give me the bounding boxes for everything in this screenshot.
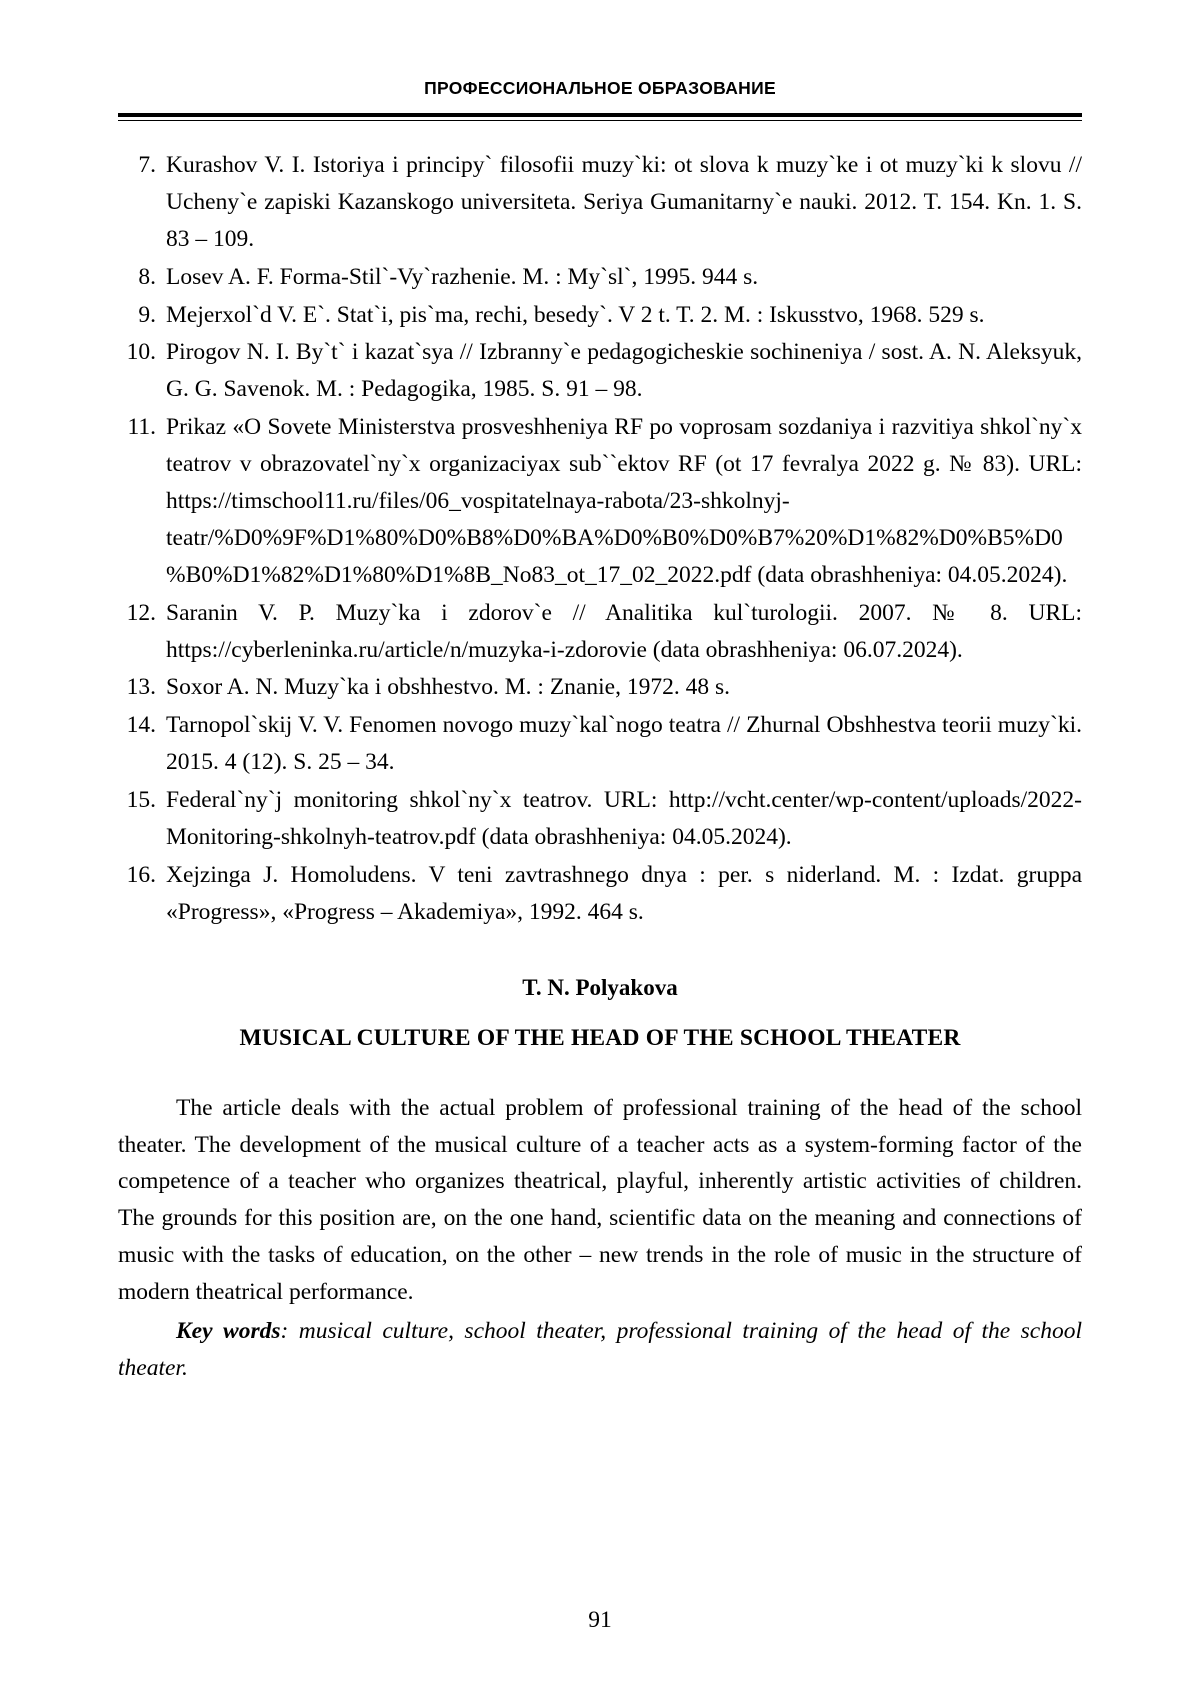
reference-number: 8. [138, 263, 156, 290]
reference-number: 10. [126, 339, 156, 366]
reference-text: Mejerxol`d V. E`. Stat`i, pis`ma, rechi, besedy`. V 2 t. T. 2. M. : Iskusstvo, 1968. 529 s. [166, 301, 985, 328]
reference-text: Soxor A. N. Muzy`ka i obshhestvo. M. : Znanie, 1972. 48 s. [166, 674, 730, 701]
keywords-text: : musical culture, school theater, professional training of the head of the school theater. [118, 1318, 1083, 1381]
article-author: T. N. Polyakova [522, 974, 678, 1000]
article-keywords [118, 1313, 1082, 1387]
reference-text: Losev A. F. Forma-Stil`-Vy`razhenie. M. : My`sl`, 1995. 944 s. [166, 263, 759, 290]
reference-list [118, 147, 1082, 931]
reference-text: Xejzinga J. Homoludens. V teni zavtrashnego dnya : per. s niderland. M. : Izdat. gruppa «Progress», «Progress – Akademiya», 1992. 464 s. [166, 861, 1082, 925]
list-item [118, 259, 1082, 296]
keywords-label: Key words [176, 1318, 281, 1345]
page-title: MUSICAL CULTURE OF THE HEAD OF THE SCHOOL THEATER [239, 1024, 961, 1051]
reference-text: Kurashov V. I. Istoriya i principy` filosofii muzy`ki: ot slova k muzy`ke i ot muzy`ki k slovu // Ucheny`e zapiski Kazanskogo universiteta. Seriya Gumanitarny`e nauki. 2012. T. 154. Kn. 1. S. 83 – 109. [166, 152, 1082, 252]
reference-number: 15. [126, 787, 156, 814]
reference-number: 14. [126, 712, 156, 739]
reference-text: Pirogov N. I. By`t` i kazat`sya // Izbranny`e pedagogicheskie sochineniya / sost. A. N. Aleksyuk, G. G. Savenok. M. : Pedagogika, 1985. S. 91 – 98. [166, 339, 1082, 403]
list-item [118, 147, 1082, 258]
reference-text: Tarnopol`skij V. V. Fenomen novogo muzy`kal`nogo teatra // Zhurnal Obshhestva teorii muzy`ki. 2015. 4 (12). S. 25 – 34. [166, 712, 1082, 776]
reference-text: Prikaz «O Sovete Ministerstva prosveshheniya RF po voprosam sozdaniya i razvitiya shkol`ny`x teatrov v obrazovatel`ny`x organizaciyax sub``ektov RF (ot 17 fevralya 2022 g. № 83). URL: https://timschool11.ru/files/06_vospitatelnaya-rabota/23-shkolnyj-teatr/%D0%9F%D1%80%D0%B8%D0%BA%D0%B0%D0%B7%20%D1%82%D0%B5%D0%B0%D1%82%D1%80%D1%8B_No83_ot_17_02_2022.pdf (data obrashheniya: 04.05.2024). [166, 414, 1082, 588]
list-item [118, 297, 1082, 334]
list-item [118, 782, 1082, 856]
list-item [118, 857, 1082, 931]
reference-number: 13. [126, 674, 156, 701]
article-abstract: The article deals with the actual problem of professional training of the head of the school theater. The development of the musical culture of a teacher acts as a system-forming factor of the competence of a teacher who organizes theatrical, playful, inherently artistic activities of children. The grounds for this position are, on the one hand, scientific data on the meaning and connections of music with the tasks of education, on the other – new trends in the role of music in the structure of modern theatrical performance. [118, 1094, 1082, 1306]
list-item [118, 669, 1082, 706]
header-rule-thin [118, 120, 1082, 121]
reference-text: Saranin V. P. Muzy`ka i zdorov`e // Analitika kul`turologii. 2007. № 8. URL: https://cyberleninka.ru/article/n/muzyka-i-zdorovie (data obrashheniya: 06.07.2024). [166, 599, 1082, 663]
list-item [118, 334, 1082, 408]
list-item [118, 595, 1082, 669]
reference-text: Federal`ny`j monitoring shkol`ny`x teatrov. URL: http://vcht.center/wp-content/uploads/2022-Monitoring-shkolnyh-teatrov.pdf (data obrashheniya: 04.05.2024). [166, 787, 1082, 851]
reference-number: 12. [126, 599, 156, 626]
reference-number: 7. [138, 152, 156, 178]
list-item [118, 409, 1082, 593]
header-rule-thick [118, 113, 1082, 117]
reference-number: 11. [127, 414, 156, 441]
list-item [118, 707, 1082, 781]
reference-number: 9. [138, 301, 156, 328]
page-number: 91 [588, 1607, 612, 1633]
reference-number: 16. [126, 861, 156, 888]
running-head: ПРОФЕССИОНАЛЬНОЕ ОБРАЗОВАНИЕ [424, 78, 776, 98]
